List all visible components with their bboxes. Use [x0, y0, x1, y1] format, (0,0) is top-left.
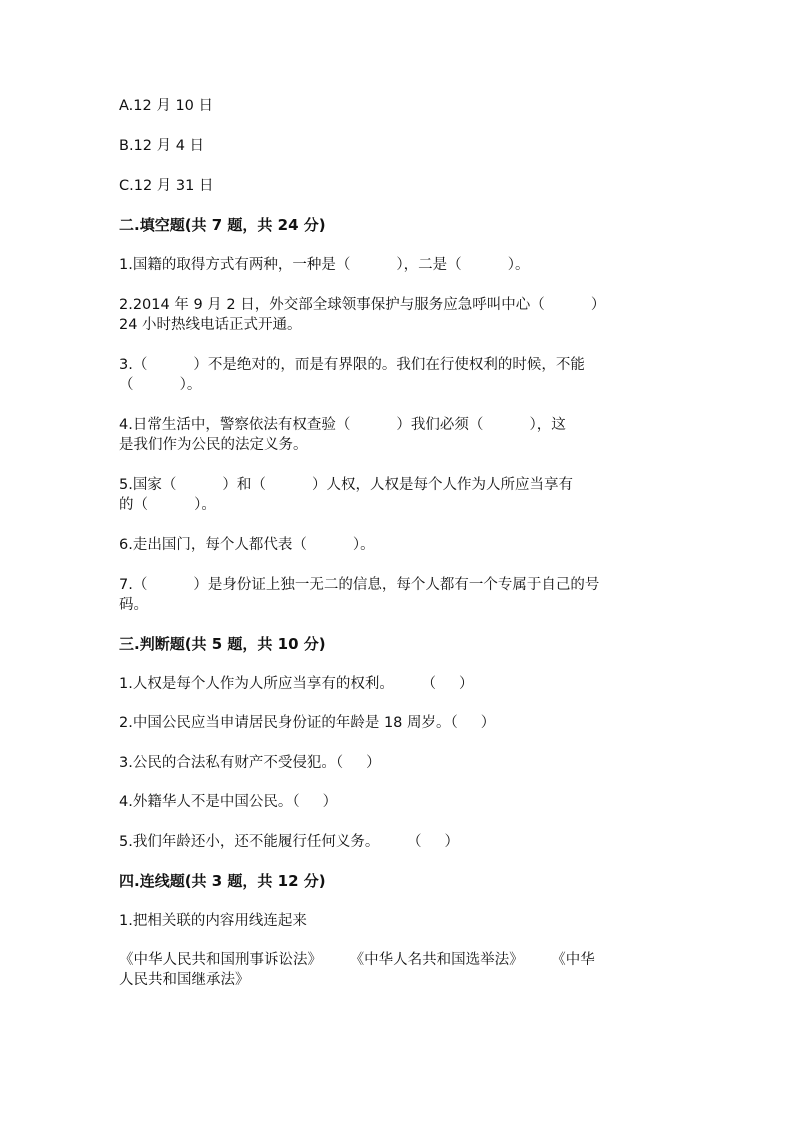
- section-3-heading: 三.判断题(共 5 题，共 10 分): [119, 635, 326, 653]
- fill-question-4-line-1: 4.日常生活中，警察依法有权查验（ ）我们必须（ ），这: [119, 417, 566, 433]
- law-list-line-2: 人民共和国继承法》: [119, 972, 250, 988]
- fill-question-6: 6.走出国门，每个人都代表（ ）。: [119, 537, 375, 553]
- fill-question-4-line-2: 是我们作为公民的法定义务。: [119, 437, 308, 453]
- fill-question-2-line-1: 2.2014 年 9 月 2 日，外交部全球领事保护与服务应急呼叫中心（ ）: [119, 297, 606, 313]
- fill-question-3-line-2: （ ）。: [119, 377, 202, 393]
- judge-question-4: 4.外籍华人不是中国公民。（ ）: [119, 794, 338, 810]
- fill-question-7-line-1: 7.（ ）是身份证上独一无二的信息，每个人都有一个专属于自己的号: [119, 577, 600, 593]
- judge-question-2: 2.中国公民应当申请居民身份证的年龄是 18 周岁。（ ）: [119, 715, 496, 731]
- section-4-heading: 四.连线题(共 3 题，共 12 分): [119, 872, 326, 890]
- match-question-1: 1.把相关联的内容用线连起来: [119, 913, 307, 929]
- judge-question-5: 5.我们年龄还小，还不能履行任何义务。 （ ）: [119, 834, 460, 850]
- fill-question-5-line-2: 的（ ）。: [119, 497, 216, 513]
- option-b: B.12 月 4 日: [119, 138, 205, 154]
- section-2-heading: 二.填空题(共 7 题，共 24 分): [119, 216, 326, 234]
- fill-question-5-line-1: 5.国家（ ）和（ ）人权，人权是每个人作为人所应当享有: [119, 477, 574, 493]
- fill-question-1: 1.国籍的取得方式有两种，一种是（ ），二是（ ）。: [119, 257, 530, 273]
- judge-question-3: 3.公民的合法私有财产不受侵犯。（ ）: [119, 755, 381, 771]
- option-c: C.12 月 31 日: [119, 178, 214, 194]
- fill-question-2-line-2: 24 小时热线电话正式开通。: [119, 317, 302, 333]
- judge-question-1: 1.人权是每个人作为人所应当享有的权利。 （ ）: [119, 676, 474, 692]
- law-list-line-1: 《中华人民共和国刑事诉讼法》 《中华人名共和国选举法》 《中华: [119, 952, 595, 968]
- option-a: A.12 月 10 日: [119, 98, 214, 114]
- fill-question-7-line-2: 码。: [119, 597, 148, 613]
- fill-question-3-line-1: 3.（ ）不是绝对的，而是有界限的。我们在行使权利的时候，不能: [119, 357, 585, 373]
